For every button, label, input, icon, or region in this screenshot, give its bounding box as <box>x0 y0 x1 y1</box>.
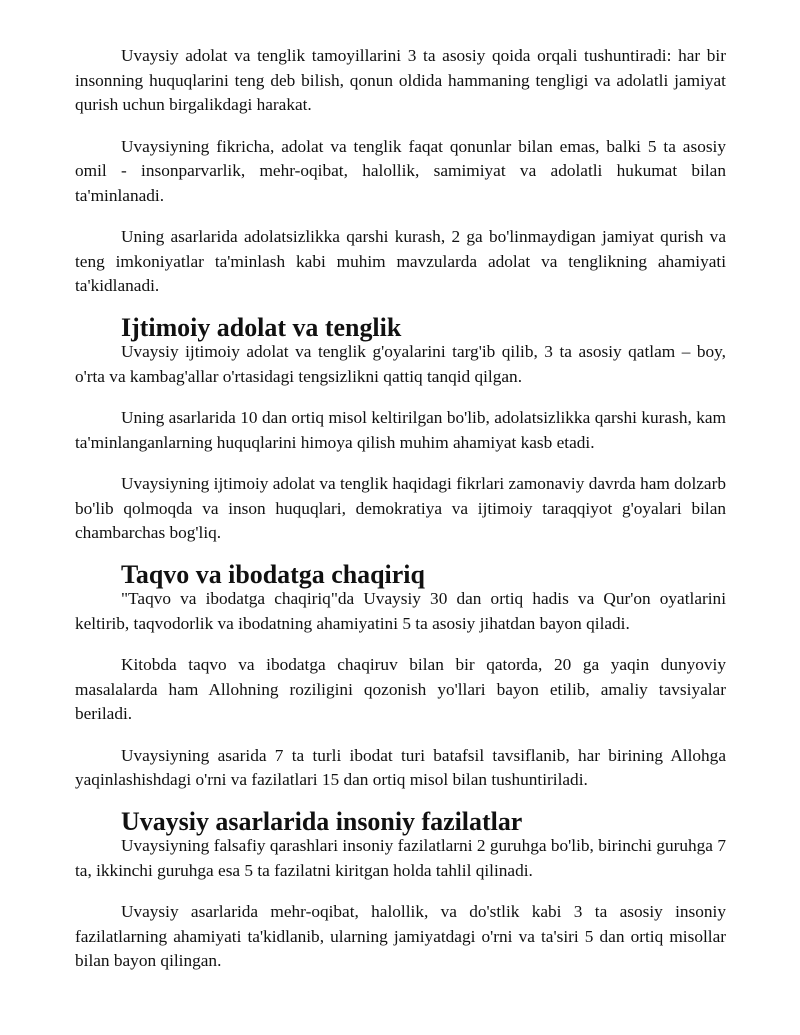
section-heading: Taqvo va ibodatga chaqiriq <box>121 559 425 589</box>
section-paragraph: Uvaysiyning asarida 7 ta turli ibodat turi batafsil tavsiflanib, har birining Allohga yaqinlashishdagi o'rni va fazilatlari 15 dan ortiq misol bilan tushuntiriladi. <box>75 745 726 789</box>
section-paragraph: Uvaysiy asarlarida mehr-oqibat, halollik, va do'stlik kabi 3 ta asosiy insoniy fazilatlarning ahamiyati ta'kidlanib, ularning jamiyatdagi o'rni va ta'siri 5 dan ortiq misollar bilan bayon qilingan. <box>75 902 726 970</box>
section-social-justice <box>75 312 726 546</box>
document-page <box>75 44 726 991</box>
section-piety-worship <box>75 559 726 793</box>
intro-paragraph-3: Uning asarlarida adolatsizlikka qarshi kurash, 2 ga bo'linmaydigan jamiyat qurish va teng imkoniyatlar ta'minlash kabi muhim mavzularda adolat va tenglikning ahamiyati ta'kidlanadi. <box>75 227 726 295</box>
section-paragraph: Uvaysiyning ijtimoiy adolat va tenglik haqidagi fikrlari zamonaviy davrda ham dolzarb bo'lib qolmoqda va inson huquqlari, demokratiya va ijtimoiy taraqqiyot g'oyalari bilan chambarchas bog'liq. <box>75 474 726 542</box>
section-paragraph: Kitobda taqvo va ibodatga chaqiruv bilan bir qatorda, 20 ga yaqin dunyoviy masalalarda ham Allohning roziligini qozonish yo'llari bayon etilib, amaliy tavsiyalar beriladi. <box>75 655 726 723</box>
section-human-virtues <box>75 806 726 974</box>
intro-paragraph-1: Uvaysiy adolat va tenglik tamoyillarini 3 ta asosiy qoida orqali tushuntiradi: har bir insonning huquqlarini teng deb bilish, qonun oldida hammaning tengligi va adolatli jamiyat qurish uchun birgalikdagi harakat. <box>75 46 726 114</box>
section-paragraph: Uvaysiy ijtimoiy adolat va tenglik g'oyalarini targ'ib qilib, 3 ta asosiy qatlam – boy, o'rta va kambag'allar o'rtasidagi tengsizlikni qattiq tanqid qilgan. <box>75 342 726 386</box>
intro-paragraph-2: Uvaysiyning fikricha, adolat va tenglik faqat qonunlar bilan emas, balki 5 ta asosiy omil - insonparvarlik, mehr-oqibat, halollik, samimiyat va adolatli hukumat bilan ta'minlanadi. <box>75 136 726 205</box>
section-heading: Ijtimoiy adolat va tenglik <box>121 312 402 342</box>
section-paragraph: "Taqvo va ibodatga chaqiriq"da Uvaysiy 30 dan ortiq hadis va Qur'on oyatlarini keltirib, taqvodorlik va ibodatning ahamiyatini 5 ta asosiy jihatdan bayon qiladi. <box>75 589 726 633</box>
section-paragraph: Uvaysiyning falsafiy qarashlari insoniy fazilatlarni 2 guruhga bo'lib, birinchi guruhga 7 ta, ikkinchi guruhga esa 5 ta fazilatni kiritgan holda tahlil qilinadi. <box>75 836 726 880</box>
section-paragraph: Uning asarlarida 10 dan ortiq misol keltirilgan bo'lib, adolatsizlikka qarshi kurash, kam ta'minlanganlarning huquqlarini himoya qilish muhim ahamiyat kasb etadi. <box>75 408 726 452</box>
section-heading: Uvaysiy asarlarida insoniy fazilatlar <box>121 806 523 836</box>
